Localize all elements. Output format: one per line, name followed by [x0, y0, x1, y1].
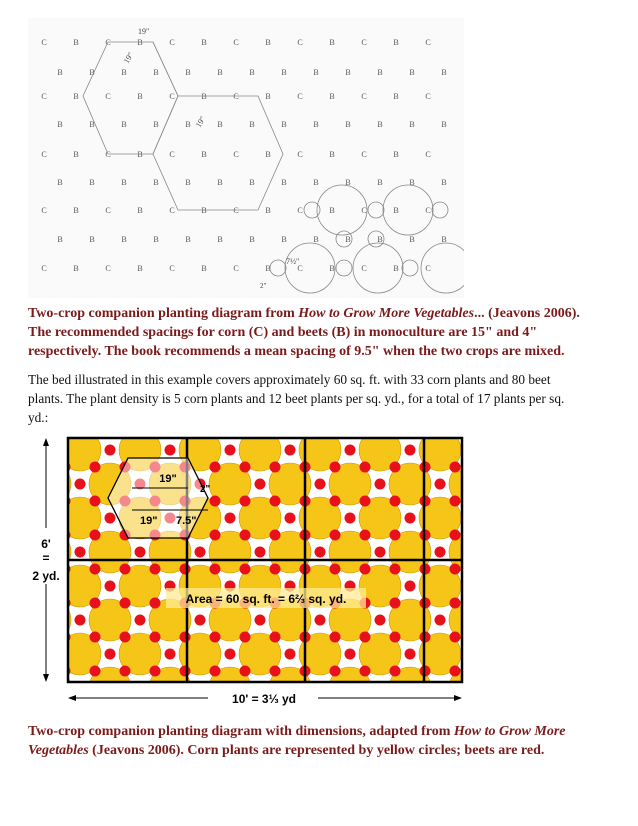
beet-letter: B [329, 38, 335, 47]
letter-grid-svg [28, 18, 464, 298]
beet-plant [90, 632, 101, 643]
beet-letter: B [393, 38, 399, 47]
beet-plant [150, 632, 161, 643]
beet-plant [390, 598, 401, 609]
beet-plant [405, 581, 416, 592]
beet-letter: B [265, 264, 271, 273]
beet-letter: B [441, 178, 447, 187]
beet-letter: B [441, 68, 447, 77]
corn-letter: C [233, 38, 239, 47]
beet-plant [180, 700, 191, 711]
beet-plant [465, 581, 469, 592]
beet-plant [120, 632, 131, 643]
beet-letter: B [217, 68, 223, 77]
beet-plant [90, 530, 101, 541]
beet-letter: B [393, 150, 399, 159]
beet-letter: B [185, 68, 191, 77]
beet-letter: B [89, 68, 95, 77]
beet-letter: B [201, 264, 207, 273]
beet-plant [450, 462, 461, 473]
beet-letter: B [57, 120, 63, 129]
beet-plant [150, 666, 161, 677]
beet-letter: B [73, 150, 79, 159]
beet-plant [150, 700, 161, 711]
beet-plant [330, 564, 341, 575]
beet-letter: B [137, 264, 143, 273]
corn-letter: C [361, 92, 367, 101]
corn-letter: C [297, 264, 303, 273]
beet-plant [135, 547, 146, 558]
corn-letter: C [425, 206, 431, 215]
beet-letter: B [377, 120, 383, 129]
beet-plant [450, 598, 461, 609]
beet-letter: B [409, 68, 415, 77]
corn-letter: C [105, 206, 111, 215]
body-paragraph: The bed illustrated in this example covers approximately 60 sq. ft. with 33 corn plants and 80 beet plants. The plant density is 5 corn plants and 12 beet plants per sq. yd., for a total of 17 plants per sq. yd.: [28, 372, 565, 425]
beet-letter: B [89, 120, 95, 129]
corn-letter: C [425, 150, 431, 159]
beet-letter: B [121, 68, 127, 77]
corn-plant [29, 463, 71, 505]
beet-plant [345, 513, 356, 524]
beet-letter: B [73, 38, 79, 47]
beet-plant [450, 632, 461, 643]
corn-letter: C [361, 150, 367, 159]
beet-plant [285, 649, 296, 660]
beet-letter: B [153, 178, 159, 187]
beet-letter: B [313, 178, 319, 187]
corn-letter: C [361, 38, 367, 47]
spacing-label: 19" [138, 27, 150, 36]
beet-letter: B [201, 38, 207, 47]
beet-plant [90, 598, 101, 609]
corn-letter: C [169, 150, 175, 159]
beet-plant [90, 496, 101, 507]
corn-letter: C [105, 264, 111, 273]
corn-letter: C [233, 92, 239, 101]
beet-letter: B [345, 235, 351, 244]
beet-plant [210, 496, 221, 507]
beet-plant [180, 632, 191, 643]
beet-letter: B [57, 68, 63, 77]
beet-letter: B [393, 206, 399, 215]
beet-plant [240, 666, 251, 677]
beet-plant [330, 530, 341, 541]
beet-letter: B [281, 178, 287, 187]
beet-plant [375, 547, 386, 558]
hex-top-label: 19" [159, 473, 177, 485]
beet-letter: B [153, 68, 159, 77]
corn-plant [29, 667, 71, 709]
beet-plant [465, 649, 469, 660]
beet-letter: B [121, 235, 127, 244]
beet-plant [375, 479, 386, 490]
beet-letter: B [329, 92, 335, 101]
beet-plant [90, 666, 101, 677]
beet-plant [435, 683, 446, 694]
corn-letter: C [425, 264, 431, 273]
beet-plant [75, 479, 86, 490]
beet-plant [330, 462, 341, 473]
spacing-label: 19" [121, 50, 136, 65]
beet-plant [390, 530, 401, 541]
beet-plant [360, 530, 371, 541]
beet-plant [120, 700, 131, 711]
beet-plant [225, 649, 236, 660]
beet-plant [120, 564, 131, 575]
beet-plant [330, 632, 341, 643]
beet-plant [150, 564, 161, 575]
spacing-label: 7½" [286, 257, 300, 266]
beet-letter: B [377, 235, 383, 244]
hex-small-label: 2" [200, 484, 211, 495]
beet-letter: B [329, 264, 335, 273]
beet-plant [225, 513, 236, 524]
beet-plant [315, 683, 326, 694]
beet-plant [270, 530, 281, 541]
corn-letter: C [425, 92, 431, 101]
beet-letter: B [377, 178, 383, 187]
beet-plant [405, 513, 416, 524]
beet-plant [345, 445, 356, 456]
beet-letter: B [441, 120, 447, 129]
bed-diagram [28, 436, 468, 716]
corn-letter: C [41, 264, 47, 273]
beet-plant [330, 700, 341, 711]
beet-letter: B [249, 235, 255, 244]
beet-letter: B [217, 120, 223, 129]
beet-plant [105, 513, 116, 524]
corn-letter: C [169, 38, 175, 47]
beet-letter: B [185, 235, 191, 244]
beet-letter: B [409, 178, 415, 187]
beet-plant [240, 564, 251, 575]
beet-plant [420, 700, 431, 711]
figure-caption-1: Two-crop companion planting diagram from How to Grow More Vegetables... (Jeavons 2006). The recommended spacings for corn (C) and beets (B) in monoculture are 15" and 4" respectively. The book recommends a mean spacing of 9.5" when the two crops are mixed. [28, 306, 580, 359]
corn-letter: C [105, 92, 111, 101]
beet-letter: B [441, 235, 447, 244]
beet-letter: B [217, 178, 223, 187]
beet-letter: B [409, 120, 415, 129]
beet-plant [435, 479, 446, 490]
beet-plant [105, 581, 116, 592]
beet-letter: B [281, 120, 287, 129]
beet-plant [435, 547, 446, 558]
beet-plant [390, 564, 401, 575]
beet-plant [75, 547, 86, 558]
beet-plant [30, 598, 41, 609]
beet-plant [270, 496, 281, 507]
width-label: 10' = 3⅓ yd [232, 692, 296, 706]
corn-letter: C [233, 150, 239, 159]
beet-plant [75, 615, 86, 626]
beet-plant [450, 666, 461, 677]
beet-letter: B [265, 92, 271, 101]
corn-letter: C [41, 150, 47, 159]
corn-letter: C [297, 206, 303, 215]
corn-letter: C [169, 206, 175, 215]
beet-plant [135, 615, 146, 626]
beet-plant [255, 479, 266, 490]
beet-plant [210, 564, 221, 575]
beet-letter: B [265, 38, 271, 47]
beet-letter: B [57, 178, 63, 187]
beet-letter: B [121, 120, 127, 129]
beet-plant [375, 683, 386, 694]
beet-plant [210, 462, 221, 473]
corn-letter: C [297, 38, 303, 47]
beet-plant [135, 683, 146, 694]
corn-letter: C [41, 92, 47, 101]
beet-letter: B [153, 235, 159, 244]
beet-plant [30, 666, 41, 677]
beet-letter: B [393, 92, 399, 101]
beet-plant [315, 547, 326, 558]
beet-plant [240, 462, 251, 473]
beet-plant [315, 615, 326, 626]
beet-letter: B [345, 178, 351, 187]
beet-plant [240, 632, 251, 643]
beet-letter: B [201, 92, 207, 101]
beet-letter: B [57, 235, 63, 244]
hex-right-label: 7.5" [176, 515, 197, 527]
beet-plant [120, 598, 131, 609]
beet-letter: B [201, 206, 207, 215]
beet-plant [450, 530, 461, 541]
beet-letter: B [89, 235, 95, 244]
beet-plant [195, 615, 206, 626]
beet-plant [105, 445, 116, 456]
beet-plant [390, 666, 401, 677]
corn-letter: C [105, 150, 111, 159]
hex-left-label: 19" [140, 515, 158, 527]
beet-plant [360, 564, 371, 575]
beet-plant [465, 513, 469, 524]
corn-letter: C [41, 206, 47, 215]
beet-plant [270, 632, 281, 643]
corn-letter: C [233, 206, 239, 215]
corn-letter: C [297, 92, 303, 101]
beet-plant [315, 479, 326, 490]
corn-letter: C [41, 38, 47, 47]
beet-letter: B [281, 235, 287, 244]
beet-letter: B [313, 120, 319, 129]
beet-plant [405, 445, 416, 456]
beet-letter: B [329, 206, 335, 215]
beet-plant [390, 496, 401, 507]
beet-plant [180, 564, 191, 575]
beet-plant [150, 598, 161, 609]
beet-letter: B [73, 206, 79, 215]
beet-letter: B [377, 68, 383, 77]
beet-plant [120, 666, 131, 677]
beet-letter: B [393, 264, 399, 273]
beet-plant [90, 700, 101, 711]
beet-plant [165, 445, 176, 456]
corn-letter: C [361, 206, 367, 215]
beet-letter: B [137, 150, 143, 159]
corn-letter: C [233, 264, 239, 273]
beet-letter: B [249, 68, 255, 77]
beet-plant [75, 683, 86, 694]
height-label: = [42, 551, 50, 565]
corn-letter: C [425, 38, 431, 47]
beet-plant [210, 632, 221, 643]
beet-plant [330, 496, 341, 507]
beet-plant [240, 496, 251, 507]
beet-plant [390, 632, 401, 643]
beet-plant [165, 649, 176, 660]
beet-letter: B [249, 120, 255, 129]
corn-plant [28, 497, 41, 539]
beet-plant [90, 564, 101, 575]
beet-plant [285, 513, 296, 524]
beet-plant [300, 700, 311, 711]
beet-plant [60, 700, 71, 711]
beet-letter: B [153, 120, 159, 129]
beet-letter: B [265, 150, 271, 159]
spacing-label: 2" [260, 282, 267, 290]
beet-plant [180, 666, 191, 677]
corn-plant [28, 633, 41, 675]
beet-plant [270, 564, 281, 575]
beet-plant [375, 615, 386, 626]
beet-plant [450, 496, 461, 507]
beet-plant [195, 547, 206, 558]
corn-plant [28, 436, 41, 471]
beet-plant [360, 666, 371, 677]
beet-letter: B [313, 68, 319, 77]
beet-plant [225, 445, 236, 456]
beet-plant [285, 445, 296, 456]
beet-plant [360, 496, 371, 507]
spacing-label: 19" [193, 114, 208, 129]
beet-letter: B [89, 178, 95, 187]
beet-plant [360, 462, 371, 473]
beet-letter: B [137, 206, 143, 215]
beet-plant [390, 700, 401, 711]
beet-plant [330, 666, 341, 677]
beet-letter: B [409, 235, 415, 244]
beet-letter: B [185, 120, 191, 129]
beet-plant [105, 649, 116, 660]
beet-letter: B [281, 68, 287, 77]
corn-letter: C [105, 38, 111, 47]
beet-letter: B [137, 38, 143, 47]
corn-letter: C [169, 92, 175, 101]
corn-letter: C [297, 150, 303, 159]
corn-letter: C [361, 264, 367, 273]
beet-plant [210, 530, 221, 541]
area-label: Area = 60 sq. ft. = 6⅔ sq. yd. [185, 592, 347, 606]
beet-plant [390, 462, 401, 473]
beet-plant [240, 530, 251, 541]
beet-letter: B [265, 206, 271, 215]
beet-letter: B [201, 150, 207, 159]
beet-plant [465, 445, 469, 456]
beet-plant [30, 462, 41, 473]
beet-plant [270, 462, 281, 473]
beet-letter: B [345, 120, 351, 129]
beet-plant [360, 700, 371, 711]
bed-diagram-svg [28, 436, 468, 716]
beet-letter: B [73, 92, 79, 101]
beet-plant [360, 632, 371, 643]
beet-letter: B [313, 235, 319, 244]
beet-plant [210, 666, 221, 677]
beet-letter: B [329, 150, 335, 159]
corn-letter: C [169, 264, 175, 273]
beet-letter: B [217, 235, 223, 244]
beet-plant [450, 700, 461, 711]
height-label: 2 yd. [32, 569, 60, 583]
beet-plant [405, 649, 416, 660]
beet-letter: B [185, 178, 191, 187]
beet-plant [435, 615, 446, 626]
figure-caption-2: Two-crop companion planting diagram with dimensions, adapted from How to Grow More Vegetables (Jeavons 2006). Corn plants are represented by yellow circles; beets are red. [28, 724, 566, 758]
corn-plant [29, 599, 71, 641]
letter-grid-diagram [28, 18, 464, 298]
beet-letter: B [137, 92, 143, 101]
beet-letter: B [73, 264, 79, 273]
beet-plant [255, 615, 266, 626]
beet-letter: B [121, 178, 127, 187]
beet-plant [255, 547, 266, 558]
beet-plant [90, 462, 101, 473]
beet-plant [345, 649, 356, 660]
height-label: 6' [41, 537, 51, 551]
beet-letter: B [249, 178, 255, 187]
beet-plant [30, 530, 41, 541]
beet-plant [195, 683, 206, 694]
beet-plant [210, 700, 221, 711]
beet-plant [450, 564, 461, 575]
beet-plant [270, 666, 281, 677]
beet-letter: B [345, 68, 351, 77]
